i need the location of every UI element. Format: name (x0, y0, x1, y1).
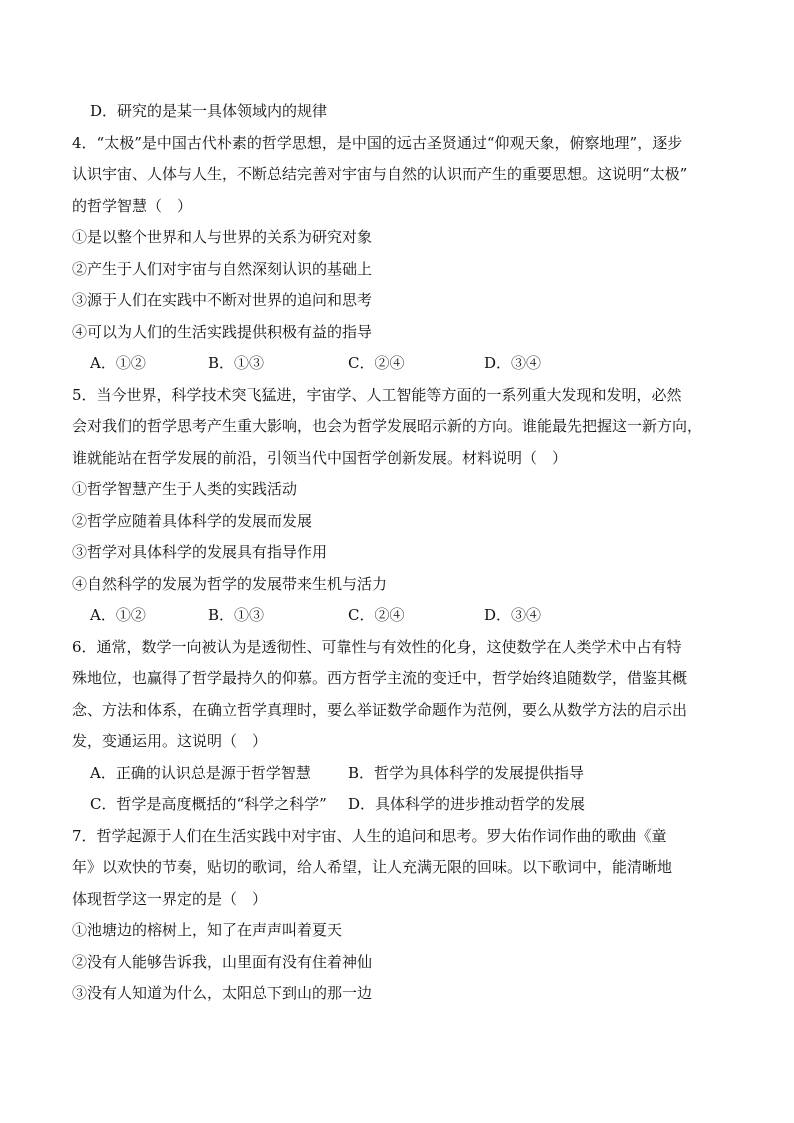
q6-stem-line: 殊地位，也赢得了哲学最持久的仰慕。西方哲学主流的变迁中，哲学始终追随数学，借鉴其概 (72, 669, 688, 687)
q7-statement-3: ③没有人知道为什么，太阳总下到山的那一边 (72, 984, 373, 1002)
q5-choice-b[interactable]: B．①③ (208, 606, 265, 624)
q6-choice-a[interactable]: A．正确的认识总是源于哲学智慧 (90, 763, 311, 782)
q6-stem-line: 6．通常，数学一向被认为是透彻性、可靠性与有效性的化身，这使数学在人类学术中占有特 (72, 637, 682, 656)
q6-choice-c[interactable]: C．哲学是高度概括的“科学之科学” (90, 795, 327, 813)
q7-stem-line: 体现哲学这一界定的是（ ） (72, 889, 268, 908)
q4-statement-1: ①是以整个世界和人与世界的关系为研究对象 (72, 228, 373, 246)
q5-statement-1: ①哲学智慧产生于人类的实践活动 (72, 480, 298, 498)
q5-statement-2: ②哲学应随着具体科学的发展而发展 (72, 511, 313, 530)
q4-choice-a[interactable]: A．①② (90, 354, 146, 372)
q7-statement-2: ②没有人能够告诉我，山里面有没有住着神仙 (72, 952, 373, 971)
q4-choice-c[interactable]: C．②④ (348, 354, 405, 372)
q6-stem-line: 念、方法和体系，在确立哲学真理时，要么举证数学命题作为范例，要么从数学方法的启示出 (72, 700, 688, 719)
q4-statement-3: ③源于人们在实践中不断对世界的追问和思考 (72, 291, 373, 309)
q7-stem-line: 年》以欢快的节奏，贴切的歌词，给人希望，让人充满无限的回味。以下歌词中，能清晰地 (72, 858, 673, 876)
q7-statement-1: ①池塘边的榕树上，知了在声声叫着夏天 (72, 921, 343, 939)
q4-choice-d[interactable]: D．③④ (484, 354, 542, 372)
q3-option-d: D．研究的是某一具体领域内的规律 (90, 102, 328, 120)
q4-stem-line: 的哲学智慧（ ） (72, 196, 193, 215)
exam-page (72, 96, 732, 1010)
q6-stem-line: 发，变通运用。这说明（ ） (72, 732, 268, 750)
q4-choices (72, 348, 732, 380)
q5-choices (72, 600, 732, 632)
q5-statement-3: ③哲学对具体科学的发展具有指导作用 (72, 543, 328, 561)
q4-stem-line: 4．“太极”是中国古代朴素的哲学思想，是中国的远古圣贤通过“仰观天象，俯察地理”，逐步 (72, 133, 683, 152)
q5-statement-4: ④自然科学的发展为哲学的发展带来生机与活力 (72, 574, 388, 593)
q4-statement-4: ④可以为人们的生活实践提供积极有益的指导 (72, 322, 373, 341)
q4-stem-line: 认识宇宙、人体与人生，不断总结完善对宇宙与自然的认识而产生的重要思想。这说明“太极” (72, 165, 688, 183)
q5-stem-line: 会对我们的哲学思考产生重大影响，也会为哲学发展昭示新的方向。谁能最先把握这一新方向， (72, 417, 703, 435)
q5-choice-c[interactable]: C．②④ (348, 606, 405, 624)
q6-choice-b[interactable]: B．哲学为具体科学的发展提供指导 (348, 763, 585, 782)
q6-choices-row-1 (72, 758, 732, 790)
q7-stem-line: 7．哲学起源于人们在生活实践中对宇宙、人生的追问和思考。罗大佑作词作曲的歌曲《童 (72, 826, 667, 845)
q6-choices-row-2 (72, 789, 732, 821)
q5-choice-a[interactable]: A．①② (90, 606, 146, 624)
q5-stem-line: 5．当今世界，科学技术突飞猛进，宇宙学、人工智能等方面的一系列重大发现和发明，必然 (72, 385, 682, 404)
q4-choice-b[interactable]: B．①③ (208, 354, 265, 372)
q5-choice-d[interactable]: D．③④ (484, 606, 542, 624)
q5-stem-line: 谁就能站在哲学发展的前沿，引领当代中国哲学创新发展。材料说明（ ） (72, 448, 568, 467)
question-7 (72, 821, 732, 1010)
question-4 (72, 128, 732, 380)
q6-choice-d[interactable]: D．具体科学的进步推动哲学的发展 (348, 795, 586, 813)
question-5 (72, 380, 732, 632)
q4-statement-2: ②产生于人们对宇宙与自然深刻认识的基础上 (72, 259, 373, 278)
question-6 (72, 632, 732, 821)
